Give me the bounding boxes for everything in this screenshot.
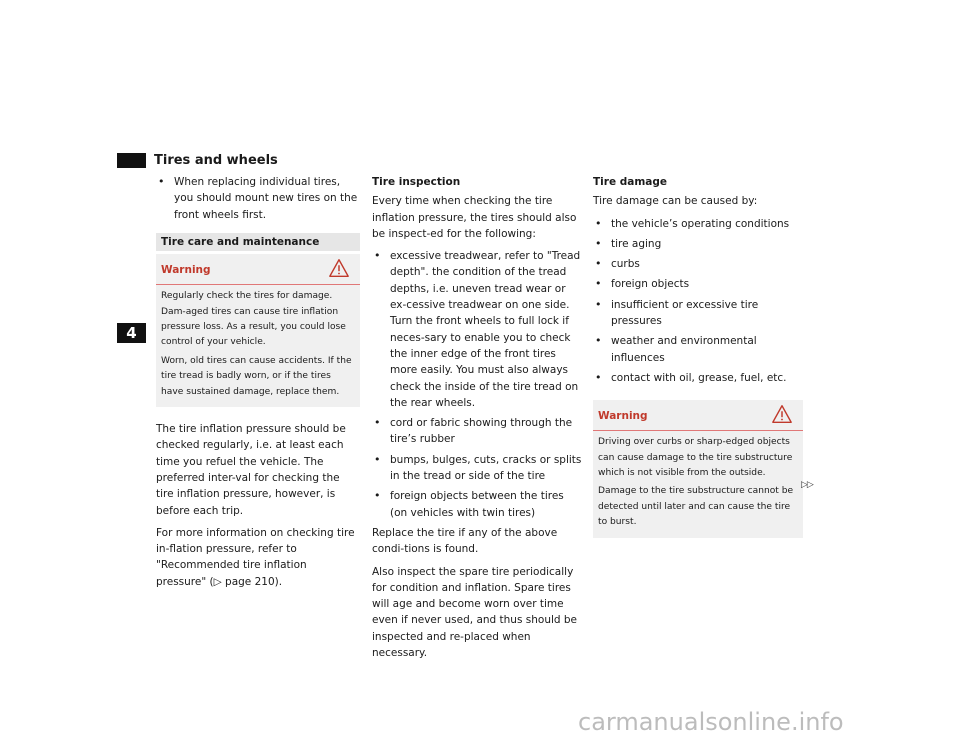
warning-triangle-icon — [771, 403, 793, 425]
warning-box — [593, 400, 803, 537]
list-item: • tire aging — [593, 236, 803, 252]
body-paragraph: Also inspect the spare tire periodically for condition and inflation. Spare tires will age and become worn over time even if never used, and thus should be inspected and re-placed when necessary. — [372, 565, 578, 660]
warning-header — [593, 400, 803, 431]
warning-title: Warning — [161, 264, 211, 277]
warning-paragraph: Driving over curbs or sharp-edged objects can cause damage to the tire substructure which is not visible from the outside. — [598, 437, 793, 479]
warning-paragraph: Regularly check the tires for damage. Dam-aged tires can cause tire inflation pressure loss. As a result, you could lose control of your vehicle. — [161, 291, 346, 348]
chapter-number: 4 — [117, 323, 146, 343]
warning-body — [593, 431, 803, 537]
list-item: • cord or fabric showing through the tire’s rubber — [372, 415, 582, 448]
warning-body — [156, 285, 360, 407]
column-1 — [156, 174, 360, 596]
intro-paragraph: Tire damage can be caused by: — [593, 195, 758, 208]
list-item: • curbs — [593, 256, 803, 272]
list-item: • weather and environmental influences — [593, 333, 803, 366]
body-paragraph: The tire inflation pressure should be checked regularly, i.e. at least each time you refuel the vehicle. The preferred inter-val for checking the tire inflation pressure, however, is before each trip. — [156, 423, 346, 517]
warning-triangle-icon — [328, 257, 350, 279]
intro-paragraph: Every time when checking the tire inflation pressure, the tires should also be inspect-ed for the following: — [372, 195, 577, 240]
list-item: • the vehicle’s operating conditions — [593, 216, 803, 232]
list-item: • contact with oil, grease, fuel, etc. — [593, 370, 803, 386]
column-2 — [372, 174, 582, 667]
watermark: carmanualsonline.info — [578, 708, 844, 736]
section-title-tire-care: Tire care and maintenance — [156, 233, 360, 251]
bullet-list — [156, 174, 360, 223]
header-tab-marker — [117, 153, 146, 168]
list-item: • insufficient or excessive tire pressures — [593, 297, 803, 330]
warning-header — [156, 254, 360, 285]
page-title: Tires and wheels — [154, 153, 278, 168]
heading-tire-inspection: Tire inspection — [372, 176, 461, 188]
bullet-list — [372, 248, 582, 521]
body-paragraph-page-reference: For more information on checking tire in-flation pressure, refer to "Recommended tire inflation pressure" (▷ page 210). — [156, 526, 355, 588]
warning-box — [156, 254, 360, 407]
body-paragraph: Replace the tire if any of the above condi-tions is found. — [372, 526, 558, 556]
list-item: • foreign objects — [593, 276, 803, 292]
warning-paragraph: Worn, old tires can cause accidents. If the tire tread is badly worn, or if the tires have sustained damage, replace them. — [161, 355, 352, 397]
list-item: • When replacing individual tires, you should mount new tires on the front wheels first. — [156, 174, 360, 223]
heading-tire-damage: Tire damage — [593, 176, 667, 188]
warning-title: Warning — [598, 410, 648, 423]
bullet-list — [593, 216, 803, 387]
list-item: • foreign objects between the tires (on vehicles with twin tires) — [372, 488, 582, 521]
column-3 — [593, 174, 803, 552]
warning-paragraph: Damage to the tire substructure cannot be detected until later and can cause the tire to burst. — [598, 486, 794, 528]
list-item: • excessive treadwear, refer to "Tread depth". the condition of the tread depths, i.e. uneven tread wear or ex-cessive treadwear on one side. Turn the front wheels to full lock if neces-sary to enable you to check the inner edge of the front tires more easily. You must also always check the inside of the tire tread on the rear wheels. — [372, 248, 582, 411]
continue-arrow-icon: ▷▷ — [801, 480, 813, 490]
list-item: • bumps, bulges, cuts, cracks or splits in the tread or side of the tire — [372, 452, 582, 485]
